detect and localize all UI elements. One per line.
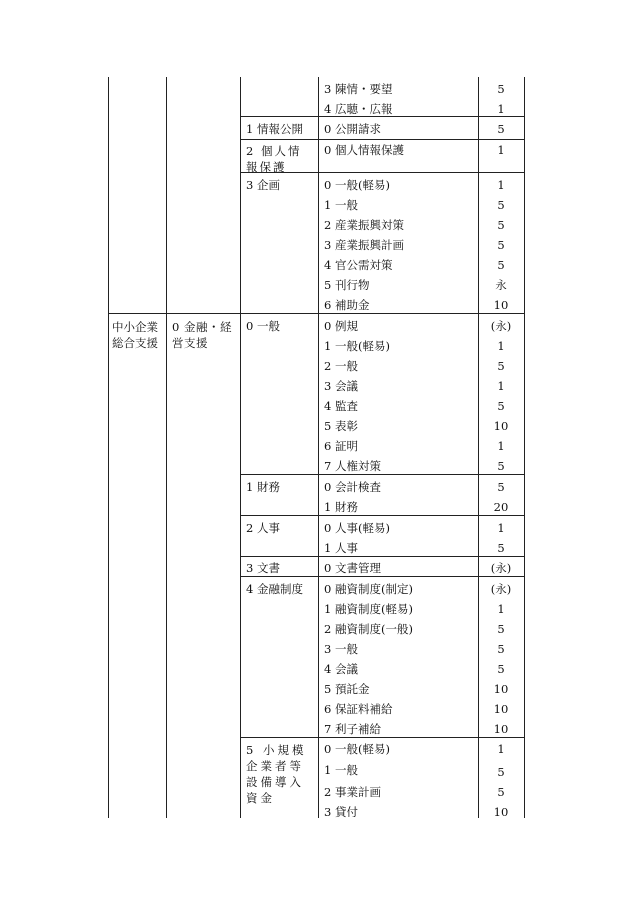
item-label: 4 広聴・広報 <box>324 102 393 116</box>
subcategory-name: 2 人事 <box>246 521 280 535</box>
item-label: 1 一般 <box>324 763 358 777</box>
item-label: 4 官公需対策 <box>324 258 393 272</box>
item-label: 5 表彰 <box>324 419 358 433</box>
retention-value: 1 <box>497 178 505 192</box>
col-border <box>524 77 525 818</box>
retention-value: 1 <box>497 602 505 616</box>
col-border <box>318 77 319 818</box>
retention-value: 5 <box>497 541 505 555</box>
item-label: 1 一般(軽易) <box>324 339 390 353</box>
row-border <box>240 515 524 516</box>
retention-value: (永) <box>490 582 512 596</box>
item-label: 4 監査 <box>324 399 358 413</box>
row-border <box>240 116 524 117</box>
retention-value: 5 <box>497 785 505 799</box>
item-label: 0 例規 <box>324 319 358 333</box>
retention-value: 1 <box>497 521 505 535</box>
retention-value: 10 <box>493 702 509 716</box>
item-label: 3 貸付 <box>324 805 358 819</box>
retention-value: 永 <box>495 278 507 292</box>
item-label: 4 会議 <box>324 662 358 676</box>
item-label: 2 融資制度(一般) <box>324 622 413 636</box>
retention-value: 1 <box>497 439 505 453</box>
retention-value: 1 <box>497 339 505 353</box>
retention-value: (永) <box>490 319 512 333</box>
item-label: 1 財務 <box>324 500 358 514</box>
section-name: 中小企業総合支援 <box>112 320 158 350</box>
item-label: 6 補助金 <box>324 298 370 312</box>
item-label: 3 会議 <box>324 379 358 393</box>
subcategory-name: 3 企画 <box>246 178 280 192</box>
retention-value: 1 <box>497 102 505 116</box>
item-label: 0 一般(軽易) <box>324 742 390 756</box>
row-border <box>240 556 524 557</box>
item-label: 5 刊行物 <box>324 278 370 292</box>
subcategory-name: 1 情報公開 <box>246 122 303 136</box>
row-border <box>240 576 524 577</box>
subcategory-name: 3 文書 <box>246 561 280 575</box>
item-label: 6 証明 <box>324 439 358 453</box>
retention-value: 1 <box>497 379 505 393</box>
retention-value: 5 <box>497 662 505 676</box>
subcategory-name: 0 一般 <box>246 319 280 333</box>
retention-value: 5 <box>497 359 505 373</box>
retention-value: 10 <box>493 298 509 312</box>
retention-value: 10 <box>493 682 509 696</box>
item-label: 0 人事(軽易) <box>324 521 390 535</box>
col-border <box>166 77 167 818</box>
item-label: 3 産業振興計画 <box>324 238 404 252</box>
retention-value: 10 <box>493 805 509 819</box>
retention-value: 10 <box>493 722 509 736</box>
retention-value: 10 <box>493 419 509 433</box>
retention-value: 5 <box>497 238 505 252</box>
retention-value: 5 <box>497 258 505 272</box>
item-label: 6 保証料補給 <box>324 702 393 716</box>
item-label: 3 陳情・要望 <box>324 82 393 96</box>
retention-value: 1 <box>497 742 505 756</box>
item-label: 2 一般 <box>324 359 358 373</box>
retention-value: 5 <box>497 122 505 136</box>
item-label: 0 個人情報保護 <box>324 143 404 157</box>
retention-table <box>108 77 524 818</box>
item-label: 0 一般(軽易) <box>324 178 390 192</box>
retention-value: 1 <box>497 143 505 157</box>
retention-value: 20 <box>493 500 509 514</box>
retention-value: 5 <box>497 399 505 413</box>
item-label: 0 文書管理 <box>324 561 381 575</box>
item-label: 2 産業振興対策 <box>324 218 404 232</box>
item-label: 0 公開請求 <box>324 122 381 136</box>
subcategory-name: 4 金融制度 <box>246 582 303 596</box>
col-border <box>108 77 109 818</box>
row-border <box>108 313 524 314</box>
item-label: 7 利子補給 <box>324 722 381 736</box>
col-border <box>240 77 241 818</box>
item-label: 7 人権対策 <box>324 459 381 473</box>
subcategory-name: 1 財務 <box>246 480 280 494</box>
retention-value: 5 <box>497 218 505 232</box>
item-label: 1 融資制度(軽易) <box>324 602 413 616</box>
retention-value: (永) <box>490 561 512 575</box>
subcategory-name: 2 個人情報保護 <box>246 144 302 174</box>
retention-value: 5 <box>497 480 505 494</box>
category-name: 0 金融・経営支援 <box>172 320 232 350</box>
item-label: 0 会計検査 <box>324 480 381 494</box>
row-border <box>240 474 524 475</box>
retention-value: 5 <box>497 765 505 779</box>
item-label: 1 人事 <box>324 541 358 555</box>
row-border <box>240 139 524 140</box>
item-label: 2 事業計画 <box>324 785 381 799</box>
retention-value: 5 <box>497 82 505 96</box>
item-label: 5 預託金 <box>324 682 370 696</box>
item-label: 3 一般 <box>324 642 358 656</box>
row-border <box>240 737 524 738</box>
retention-value: 5 <box>497 459 505 473</box>
item-label: 0 融資制度(制定) <box>324 582 413 596</box>
retention-value: 5 <box>497 622 505 636</box>
item-label: 1 一般 <box>324 198 358 212</box>
subcategory-name: 5 小規模企業者等設備導入資金 <box>246 743 307 805</box>
retention-value: 5 <box>497 198 505 212</box>
retention-value: 5 <box>497 642 505 656</box>
